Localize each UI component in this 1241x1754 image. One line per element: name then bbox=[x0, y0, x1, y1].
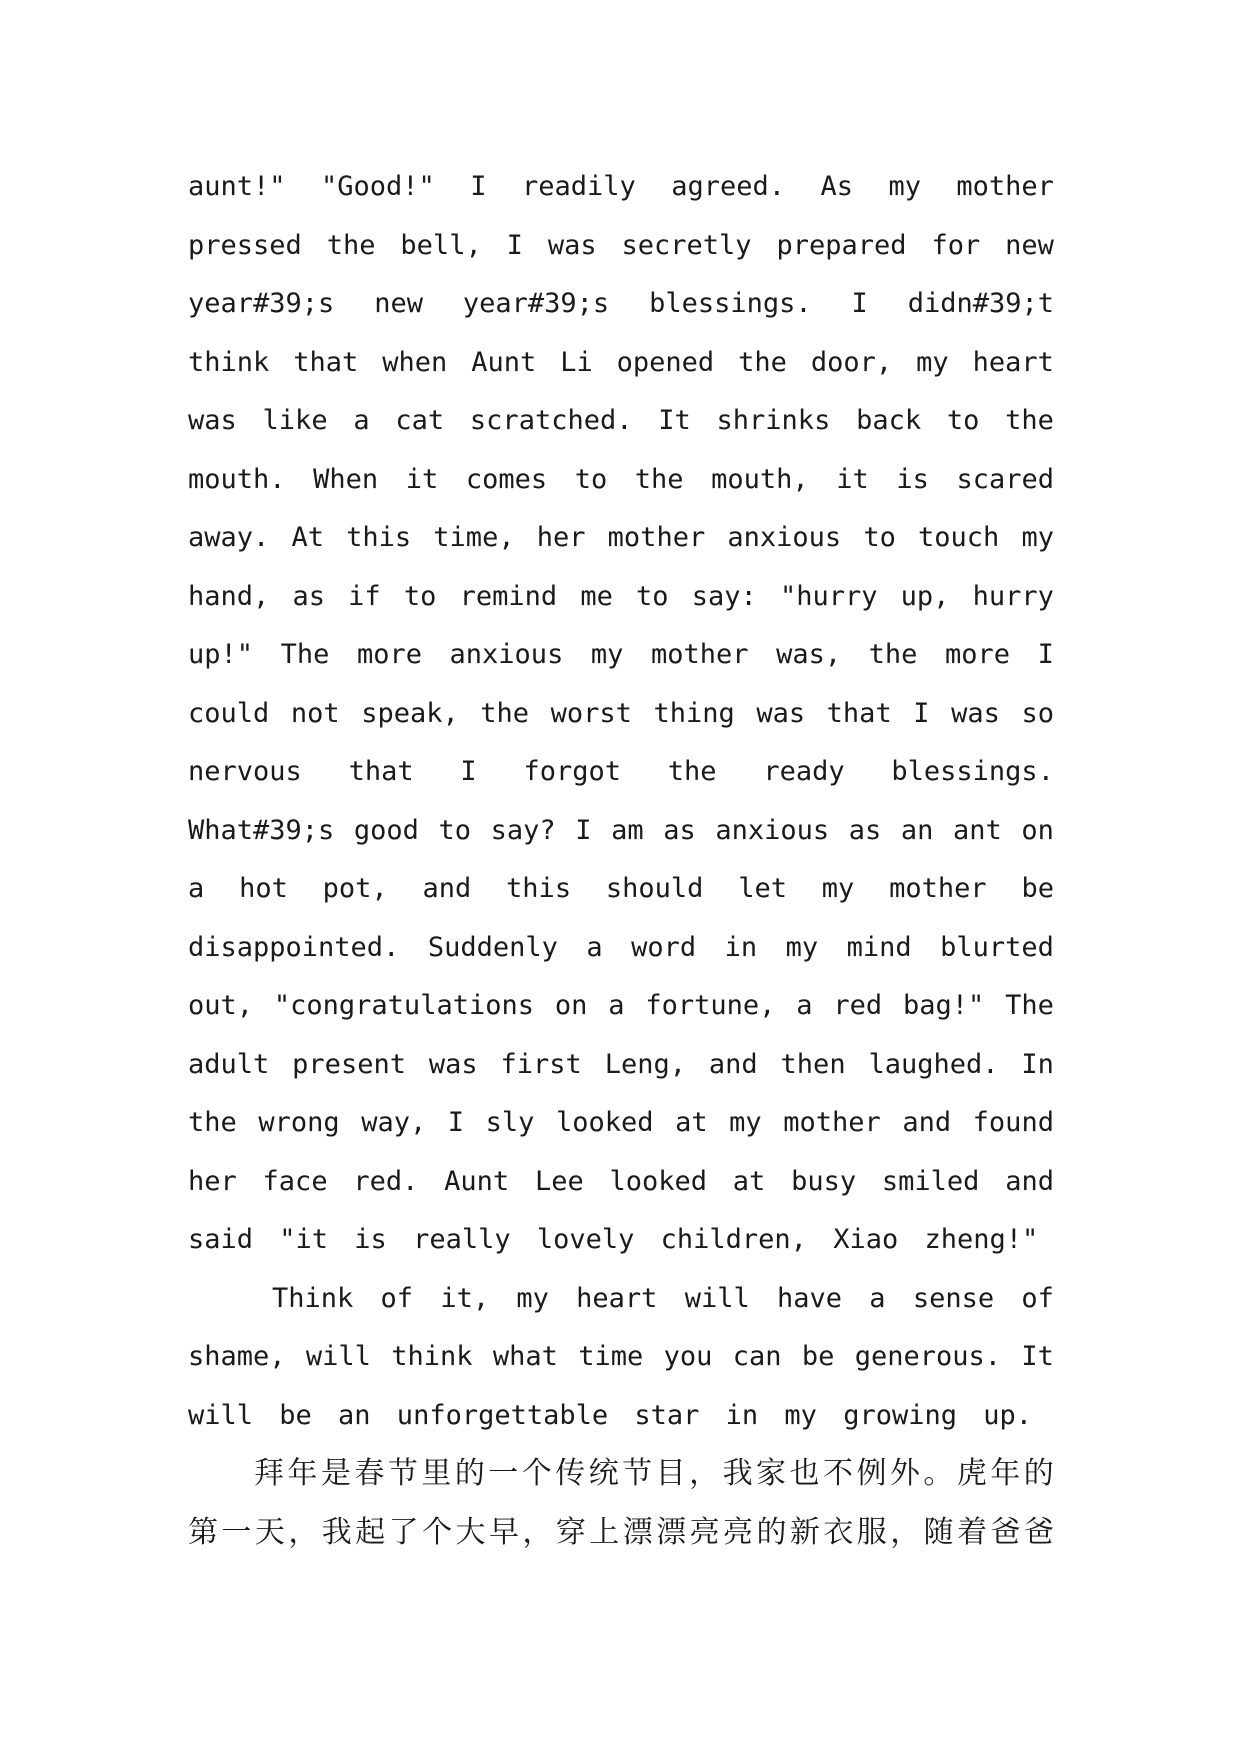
text-word: red. bbox=[353, 1165, 419, 1197]
text-char: 着 bbox=[957, 1514, 988, 1550]
text-word: I bbox=[575, 814, 592, 846]
text-char: 漂 bbox=[622, 1514, 653, 1550]
text-word: The bbox=[1005, 990, 1054, 1021]
paragraph-1-line bbox=[188, 568, 1054, 627]
text-word: anxious bbox=[727, 522, 842, 553]
text-word: "Good!" bbox=[321, 171, 435, 202]
text-word: at bbox=[732, 1165, 766, 1197]
text-word: The bbox=[280, 639, 330, 670]
text-word: aunt!" bbox=[188, 171, 286, 202]
text-word: if bbox=[348, 580, 381, 612]
text-char: 我 bbox=[321, 1514, 352, 1550]
text-word: a bbox=[188, 873, 205, 904]
text-char: 传 bbox=[555, 1456, 586, 1491]
text-word: was bbox=[756, 697, 806, 729]
text-word: face bbox=[262, 1165, 328, 1197]
text-word: remind bbox=[459, 580, 558, 612]
text-word: in bbox=[724, 931, 758, 963]
text-word: In bbox=[1021, 1048, 1054, 1080]
text-word: a bbox=[586, 931, 603, 963]
text-word: my bbox=[916, 346, 949, 378]
text-word: I bbox=[470, 171, 487, 202]
text-char: ， bbox=[288, 1514, 319, 1550]
paragraph-1-line bbox=[188, 275, 1054, 334]
text-char: 大 bbox=[455, 1514, 486, 1550]
text-char: ， bbox=[689, 1456, 720, 1491]
text-word: think bbox=[391, 1341, 473, 1372]
text-char: 虎 bbox=[956, 1456, 987, 1491]
text-word: could bbox=[188, 697, 270, 729]
text-word: I bbox=[506, 229, 523, 261]
text-word: is bbox=[896, 463, 929, 495]
text-word: my bbox=[1021, 522, 1054, 553]
text-word: hurry bbox=[972, 580, 1054, 612]
text-char: 爸 bbox=[990, 1514, 1021, 1550]
text-char: 早 bbox=[488, 1514, 519, 1550]
paragraph-3-line bbox=[188, 1445, 1054, 1504]
paragraph-1 bbox=[188, 158, 1054, 1211]
paragraph-2-last-line: will be an unforgettable star in my growing up. bbox=[188, 1399, 1033, 1431]
text-word: will bbox=[305, 1341, 371, 1372]
text-word: as bbox=[663, 814, 696, 846]
text-char: 衣 bbox=[823, 1514, 854, 1550]
paragraph-1-line bbox=[188, 626, 1054, 685]
text-word: was bbox=[428, 1048, 478, 1080]
text-word: at bbox=[675, 1107, 708, 1138]
text-word: agreed. bbox=[671, 171, 786, 202]
text-word: what bbox=[492, 1341, 558, 1372]
text-char: 目 bbox=[655, 1456, 686, 1491]
text-word: this bbox=[506, 873, 572, 904]
text-word: readily bbox=[521, 171, 636, 202]
text-word: worst bbox=[550, 697, 632, 729]
text-word: blessings. bbox=[649, 288, 812, 319]
text-word: "congratulations bbox=[273, 990, 534, 1021]
text-word: heart bbox=[576, 1282, 658, 1314]
text-word: my bbox=[516, 1282, 549, 1314]
text-word: and bbox=[708, 1048, 758, 1080]
text-word: my bbox=[888, 171, 921, 202]
text-word: word bbox=[631, 931, 697, 963]
paragraph-1-line bbox=[188, 685, 1054, 744]
text-word: laughed. bbox=[868, 1048, 999, 1080]
text-word: secretly bbox=[621, 229, 752, 261]
text-word: nervous bbox=[188, 756, 302, 787]
paragraph-1-line bbox=[188, 509, 1054, 568]
text-word: generous. bbox=[854, 1341, 1002, 1372]
text-char: 个 bbox=[521, 1456, 552, 1491]
text-word: cat bbox=[395, 405, 445, 436]
text-word: good bbox=[353, 814, 419, 846]
text-word: When bbox=[313, 463, 379, 495]
text-word: her bbox=[536, 522, 586, 553]
paragraph-1-line bbox=[188, 158, 1054, 217]
text-word: year#39;s bbox=[462, 288, 610, 319]
text-char: 节 bbox=[622, 1456, 653, 1491]
text-word: my bbox=[590, 639, 624, 670]
text-word: way, bbox=[361, 1107, 427, 1138]
text-word: ant bbox=[952, 814, 1002, 846]
text-word: mother bbox=[783, 1107, 881, 1138]
text-word: her bbox=[188, 1165, 237, 1197]
paragraph-1-line bbox=[188, 334, 1054, 393]
text-word: the bbox=[738, 346, 787, 378]
text-word: you bbox=[663, 1341, 713, 1372]
text-word: red bbox=[833, 990, 883, 1021]
text-word: on bbox=[554, 990, 588, 1021]
text-char: 的 bbox=[1023, 1456, 1054, 1491]
text-word: looked bbox=[609, 1165, 708, 1197]
text-char: 亮 bbox=[689, 1514, 720, 1550]
text-word: it bbox=[405, 463, 439, 495]
text-word: looked bbox=[555, 1107, 654, 1138]
text-word: a bbox=[608, 990, 625, 1021]
text-word: the bbox=[188, 1107, 237, 1138]
text-word: At bbox=[291, 522, 324, 553]
text-word: prepared bbox=[776, 229, 907, 261]
text-char: 是 bbox=[320, 1456, 351, 1491]
text-word: bag!" bbox=[903, 990, 985, 1021]
text-word: first bbox=[500, 1048, 582, 1080]
text-word: the bbox=[1005, 405, 1054, 436]
text-word: wrong bbox=[258, 1107, 340, 1138]
text-word: mouth. bbox=[188, 463, 286, 495]
text-word: to bbox=[438, 814, 472, 846]
text-word: a bbox=[869, 1282, 886, 1314]
text-word: mind bbox=[846, 931, 912, 963]
text-word: to bbox=[636, 580, 669, 612]
text-word: more bbox=[945, 639, 1011, 670]
text-word: anxious bbox=[715, 814, 830, 846]
text-char: 第 bbox=[188, 1514, 218, 1550]
text-char: 起 bbox=[355, 1514, 386, 1550]
text-char: 年 bbox=[287, 1456, 318, 1491]
text-word: I bbox=[913, 697, 930, 729]
text-word: the bbox=[634, 463, 684, 495]
text-char: 统 bbox=[588, 1456, 619, 1491]
text-word: like bbox=[262, 405, 328, 436]
text-word: opened bbox=[616, 346, 715, 378]
text-word: was, bbox=[776, 639, 842, 670]
text-word: have bbox=[777, 1282, 843, 1314]
text-word: be bbox=[1021, 873, 1054, 904]
text-char: 上 bbox=[589, 1514, 620, 1550]
text-word: say? bbox=[490, 814, 556, 846]
text-char: 。 bbox=[923, 1456, 954, 1491]
text-word: forgot bbox=[523, 756, 621, 787]
text-word: this bbox=[346, 522, 412, 553]
paragraph-1-line bbox=[188, 1094, 1054, 1153]
text-word: let bbox=[738, 873, 787, 904]
paragraph-1-line bbox=[188, 919, 1054, 978]
text-word: up!" bbox=[188, 639, 254, 670]
text-word: away. bbox=[188, 522, 270, 553]
text-word: to bbox=[574, 463, 608, 495]
text-char: 穿 bbox=[555, 1514, 586, 1550]
text-word: anxious bbox=[449, 639, 564, 670]
text-word: when bbox=[382, 346, 448, 378]
text-char: ， bbox=[890, 1514, 921, 1550]
text-word: say: bbox=[691, 580, 757, 612]
text-char: 亮 bbox=[723, 1514, 753, 1550]
text-word: touch bbox=[918, 522, 1000, 553]
text-word: disappointed. bbox=[188, 931, 400, 963]
text-word: so bbox=[1021, 697, 1054, 729]
text-word: the bbox=[868, 639, 918, 670]
text-char: ， bbox=[522, 1514, 553, 1550]
text-char: 随 bbox=[923, 1514, 954, 1550]
text-char: 拜 bbox=[254, 1456, 284, 1491]
text-word: new bbox=[374, 288, 423, 319]
paragraph-2-line bbox=[188, 1270, 1054, 1329]
text-word: it, bbox=[440, 1282, 490, 1314]
text-word: can bbox=[732, 1341, 782, 1372]
text-word: back bbox=[856, 405, 922, 436]
text-word: year#39;s bbox=[188, 288, 335, 319]
text-word: not bbox=[290, 697, 340, 729]
text-word: think bbox=[188, 346, 270, 378]
text-word: speak, bbox=[361, 697, 459, 729]
text-word: ready bbox=[763, 756, 845, 787]
paragraph-1-last-line: said "it is really lovely children, Xiao zheng!" bbox=[188, 1224, 1039, 1255]
text-word: more bbox=[356, 639, 422, 670]
text-word: and bbox=[1005, 1165, 1054, 1197]
text-word: be bbox=[801, 1341, 835, 1372]
paragraph-2 bbox=[188, 1270, 1054, 1387]
text-word: up, bbox=[900, 580, 950, 612]
text-word: comes bbox=[465, 463, 548, 495]
text-char: 春 bbox=[354, 1456, 385, 1491]
text-word: Think bbox=[272, 1282, 354, 1314]
text-word: to bbox=[403, 580, 437, 612]
text-word: my bbox=[729, 1107, 762, 1138]
text-word: smiled bbox=[881, 1165, 980, 1197]
text-word: me bbox=[580, 580, 613, 612]
text-word: to bbox=[863, 522, 896, 553]
text-word: blurted bbox=[940, 931, 1054, 963]
paragraph-1-line bbox=[188, 1153, 1054, 1212]
text-word: I bbox=[1037, 639, 1054, 670]
text-char: 家 bbox=[756, 1456, 787, 1491]
text-word: It bbox=[658, 405, 691, 436]
text-word: Aunt bbox=[444, 1165, 510, 1197]
text-word: scratched. bbox=[469, 405, 633, 436]
text-word: It bbox=[1021, 1341, 1054, 1372]
text-word: of bbox=[380, 1282, 414, 1314]
text-word: on bbox=[1021, 814, 1054, 846]
text-word: sense bbox=[912, 1282, 995, 1314]
paragraph-1-line bbox=[188, 392, 1054, 451]
paragraph-1-line bbox=[188, 977, 1054, 1036]
paragraph-3 bbox=[188, 1445, 1054, 1562]
text-word: busy bbox=[791, 1165, 857, 1197]
paragraph-1-line bbox=[188, 860, 1054, 919]
text-word: door, bbox=[810, 346, 893, 378]
text-word: for bbox=[931, 229, 981, 261]
text-word: adult bbox=[188, 1048, 270, 1080]
text-word: I bbox=[447, 1107, 465, 1138]
text-word: heart bbox=[972, 346, 1054, 378]
text-char: 外 bbox=[889, 1456, 920, 1491]
text-word: thing bbox=[653, 697, 735, 729]
text-word: mother bbox=[650, 639, 749, 670]
text-char: 的 bbox=[454, 1456, 485, 1491]
paragraph-1-line bbox=[188, 217, 1054, 276]
text-word: didn#39;t bbox=[907, 288, 1054, 319]
text-word: that bbox=[826, 697, 892, 729]
text-word: that bbox=[293, 346, 359, 378]
text-word: Leng, bbox=[604, 1048, 686, 1080]
text-word: to bbox=[946, 405, 980, 436]
text-word: bell, bbox=[400, 229, 482, 261]
text-word: mother bbox=[956, 171, 1054, 202]
text-char: 服 bbox=[856, 1514, 887, 1550]
text-word: an bbox=[900, 814, 934, 846]
text-word: as bbox=[848, 814, 882, 846]
text-word: a bbox=[353, 405, 370, 436]
text-word: should bbox=[605, 873, 704, 904]
text-word: will bbox=[684, 1282, 750, 1314]
text-word: the bbox=[480, 697, 530, 729]
text-word: am bbox=[611, 814, 644, 846]
text-word: pressed bbox=[188, 229, 302, 261]
text-word: then bbox=[780, 1048, 846, 1080]
text-word: and bbox=[422, 873, 472, 904]
text-word: Aunt bbox=[471, 346, 537, 378]
text-word: of bbox=[1021, 1282, 1054, 1314]
text-char: 节 bbox=[387, 1456, 418, 1491]
text-word: Suddenly bbox=[427, 931, 558, 963]
text-word: that bbox=[348, 756, 414, 787]
text-word: and bbox=[902, 1107, 952, 1138]
text-word: new bbox=[1005, 229, 1054, 261]
text-char: 一 bbox=[221, 1514, 252, 1550]
text-char: 我 bbox=[722, 1456, 753, 1491]
text-word: I bbox=[851, 288, 868, 319]
text-char: 了 bbox=[388, 1514, 419, 1550]
text-word: the bbox=[667, 756, 717, 787]
text-word: I bbox=[460, 756, 477, 787]
text-word: it bbox=[836, 463, 869, 495]
text-word: mouth, bbox=[711, 463, 809, 495]
text-char: 不 bbox=[822, 1456, 853, 1491]
text-char: 年 bbox=[990, 1456, 1021, 1491]
text-word: scared bbox=[956, 463, 1054, 495]
text-word: was bbox=[188, 405, 237, 436]
paragraph-2-line bbox=[188, 1328, 1054, 1387]
text-char: 爸 bbox=[1023, 1514, 1054, 1550]
document-body bbox=[188, 158, 1054, 1562]
text-word: was bbox=[547, 229, 597, 261]
text-char: 漂 bbox=[656, 1514, 687, 1550]
text-word: Lee bbox=[534, 1165, 584, 1197]
text-word: hot bbox=[239, 873, 288, 904]
text-word: pot, bbox=[322, 873, 388, 904]
text-word: fortune, bbox=[645, 990, 776, 1021]
text-word: shrinks bbox=[716, 405, 831, 436]
text-word: as bbox=[292, 580, 325, 612]
text-char: 一 bbox=[488, 1456, 519, 1491]
paragraph-1-line bbox=[188, 1036, 1054, 1095]
text-char: 的 bbox=[756, 1514, 787, 1550]
paragraph-1-line bbox=[188, 802, 1054, 861]
text-word: was bbox=[951, 697, 1000, 729]
text-word: mother bbox=[607, 522, 706, 553]
text-word: Li bbox=[560, 346, 593, 378]
text-word: As bbox=[820, 171, 853, 202]
text-word: present bbox=[292, 1048, 406, 1080]
text-char: 里 bbox=[421, 1456, 452, 1491]
text-word: shame, bbox=[188, 1341, 286, 1372]
text-word: out, bbox=[188, 990, 254, 1021]
paragraph-3-line bbox=[188, 1504, 1054, 1563]
text-char: 个 bbox=[422, 1514, 453, 1550]
text-word: my bbox=[821, 873, 855, 904]
text-word: my bbox=[785, 931, 819, 963]
text-word: blessings. bbox=[891, 756, 1054, 787]
text-word: What#39;s bbox=[188, 814, 335, 846]
text-word: the bbox=[326, 229, 376, 261]
text-word: a bbox=[796, 990, 813, 1021]
paragraph-1-line bbox=[188, 743, 1054, 802]
text-char: 天 bbox=[254, 1514, 285, 1550]
text-char: 也 bbox=[789, 1456, 820, 1491]
text-word: sly bbox=[485, 1107, 535, 1138]
text-word: mother bbox=[889, 873, 987, 904]
text-word: "hurry bbox=[779, 580, 878, 612]
text-char: 新 bbox=[789, 1514, 820, 1550]
text-word: time, bbox=[433, 522, 515, 553]
text-char: 例 bbox=[856, 1456, 887, 1491]
paragraph-1-line bbox=[188, 451, 1054, 510]
text-word: hand, bbox=[188, 580, 270, 612]
text-word: found bbox=[972, 1107, 1054, 1138]
text-word: time bbox=[578, 1341, 644, 1372]
